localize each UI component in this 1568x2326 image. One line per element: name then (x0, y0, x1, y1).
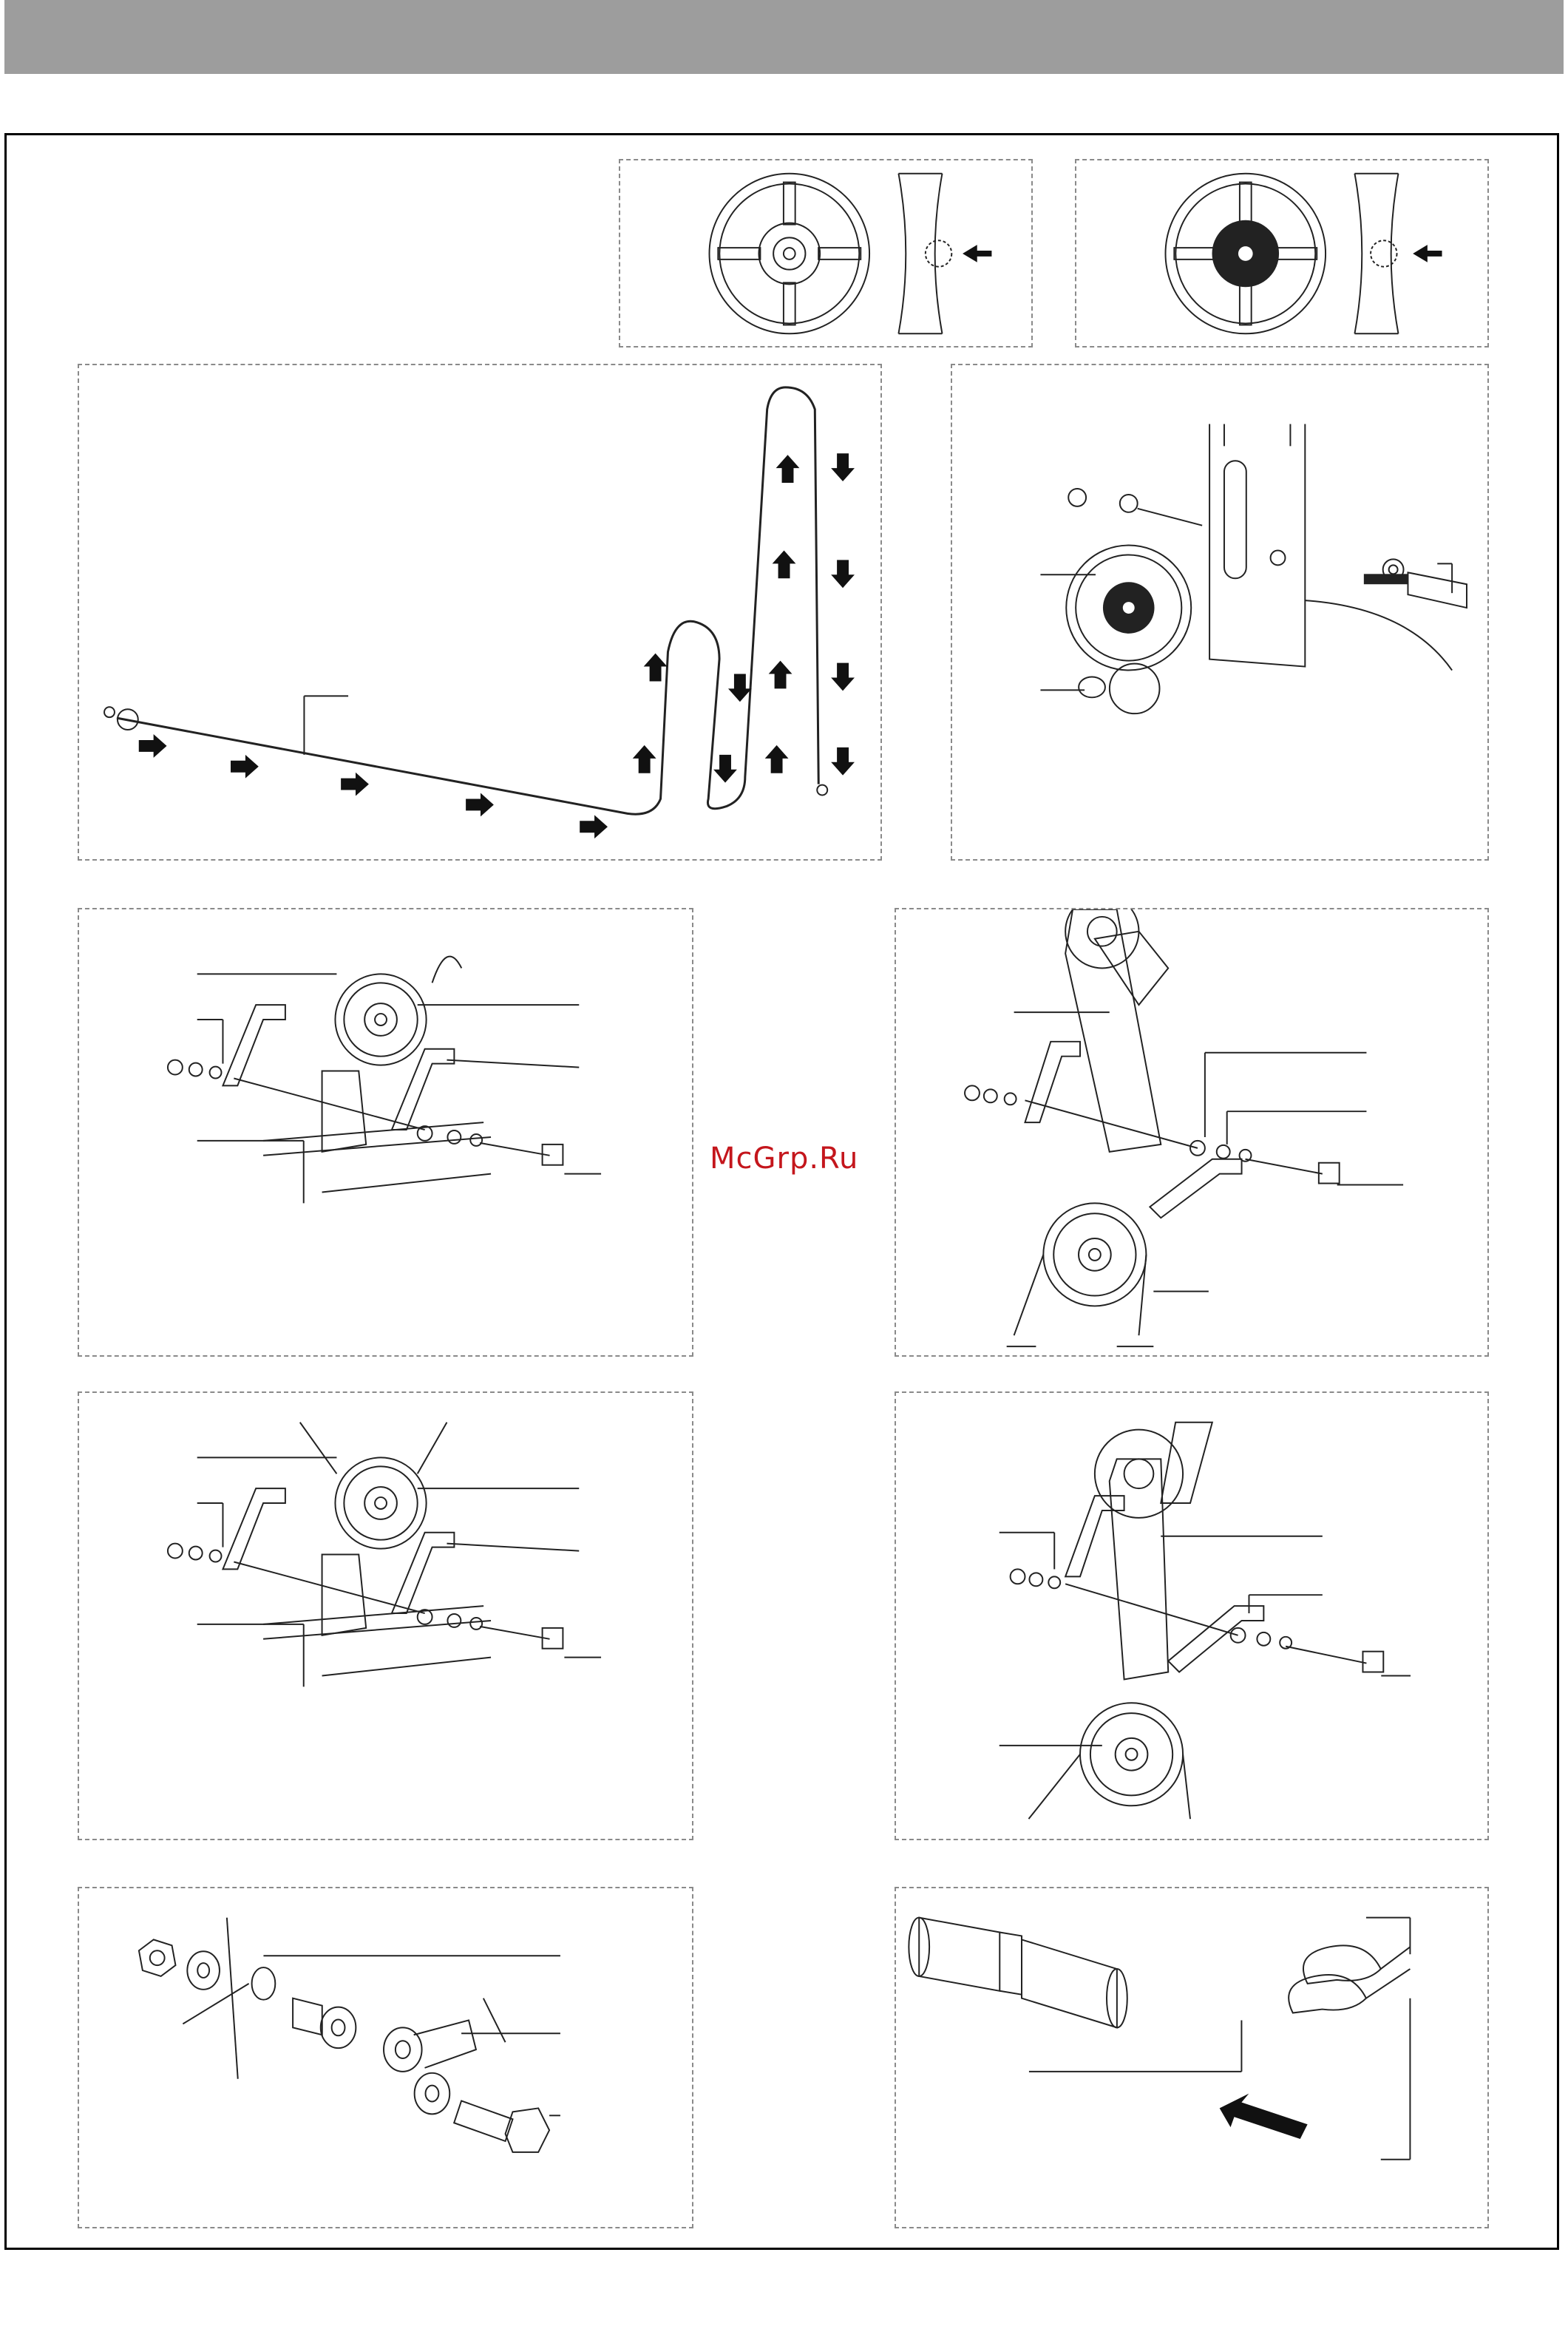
figure-pulley-bracket-4 (895, 1391, 1489, 1840)
figure-pulley-detail-b (1075, 159, 1489, 347)
watermark-text: McGrp.Ru (710, 1142, 859, 1176)
pulley-diagram (1076, 160, 1487, 346)
double-pulley-diagram (896, 1393, 1487, 1839)
figure-pulley-detail-a (619, 159, 1033, 347)
figure-pulley-bracket-3 (78, 1391, 693, 1840)
bracket-assembly-diagram (79, 909, 692, 1355)
header-bar (4, 0, 1564, 74)
figure-pulley-bracket-2 (895, 908, 1489, 1357)
figure-bar-attachment (895, 1887, 1489, 2228)
figure-bolt-assembly (78, 1887, 693, 2228)
bolt-assembly-diagram (79, 1888, 692, 2227)
cable-path-diagram (79, 365, 880, 859)
pulley-diagram (620, 160, 1031, 346)
figure-upright-pulley-mount (951, 364, 1489, 861)
bracket-assembly-diagram (79, 1393, 692, 1839)
figure-pulley-bracket-1 (78, 908, 693, 1357)
bar-attachment-diagram (896, 1888, 1487, 2227)
upright-mount-diagram (952, 365, 1487, 859)
figure-cable-routing (78, 364, 882, 861)
double-pulley-diagram (896, 909, 1487, 1355)
